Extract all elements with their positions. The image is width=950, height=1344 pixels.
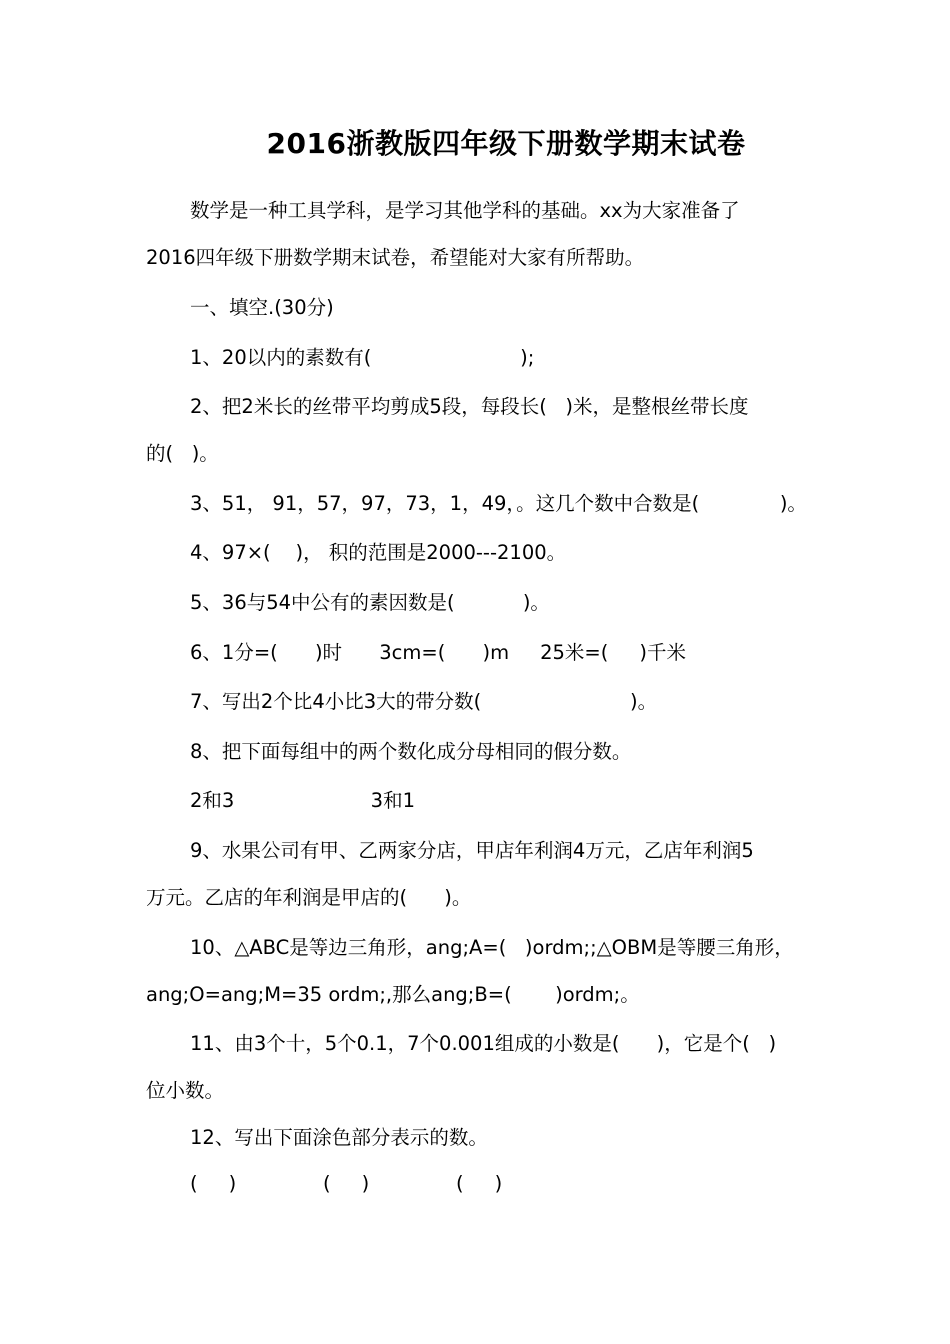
section-heading: 一、填空.(30分) <box>190 296 334 319</box>
question-9-line-2: 万元。乙店的年利润是甲店的( )。 <box>146 886 472 909</box>
question-2-line-1: 2、把2米长的丝带平均剪成5段，每段长( )米，是整根丝带长度 <box>190 395 749 418</box>
question-10-line-1: 10、△ABC是等边三角形，ang;A=( )ordm;;△OBM是等腰三角形， <box>190 936 794 959</box>
question-12-line-2: ( ) ( ) ( ) <box>190 1172 503 1195</box>
question-10-line-2: ang;O=ang;M=35 ordm;,那么ang;B=( )ordm;。 <box>146 983 640 1006</box>
question-8-line-2: 2和3 3和1 <box>190 789 415 812</box>
question-6: 6、1分=( )时 3cm=( )m 25米=( )千米 <box>190 641 686 664</box>
question-1: 1、20以内的素数有( ); <box>190 346 535 369</box>
question-12-line-1: 12、写出下面涂色部分表示的数。 <box>190 1126 488 1149</box>
question-11-line-1: 11、由3个十，5个0.1，7个0.001组成的小数是( )，它是个( ) <box>190 1032 777 1055</box>
document-title: 2016浙教版四年级下册数学期末试卷 <box>266 127 746 160</box>
intro-line-1: 数学是一种工具学科，是学习其他学科的基础。xx为大家准备了 <box>190 199 740 222</box>
question-5: 5、36与54中公有的素因数是( )。 <box>190 591 550 614</box>
question-7: 7、写出2个比4小比3大的带分数( )。 <box>190 690 658 713</box>
question-4: 4、97×( )， 积的范围是2000---2100。 <box>190 541 567 564</box>
question-3: 3、51， 91，57，97，73，1，49，。这几个数中合数是( )。 <box>190 492 807 515</box>
question-11-line-2: 位小数。 <box>146 1079 225 1102</box>
question-9-line-1: 9、水果公司有甲、乙两家分店，甲店年利润4万元，乙店年利润5 <box>190 839 754 862</box>
question-2-line-2: 的( )。 <box>146 442 219 465</box>
question-8-line-1: 8、把下面每组中的两个数化成分母相同的假分数。 <box>190 740 632 763</box>
intro-line-2: 2016四年级下册数学期末试卷，希望能对大家有所帮助。 <box>146 246 645 269</box>
